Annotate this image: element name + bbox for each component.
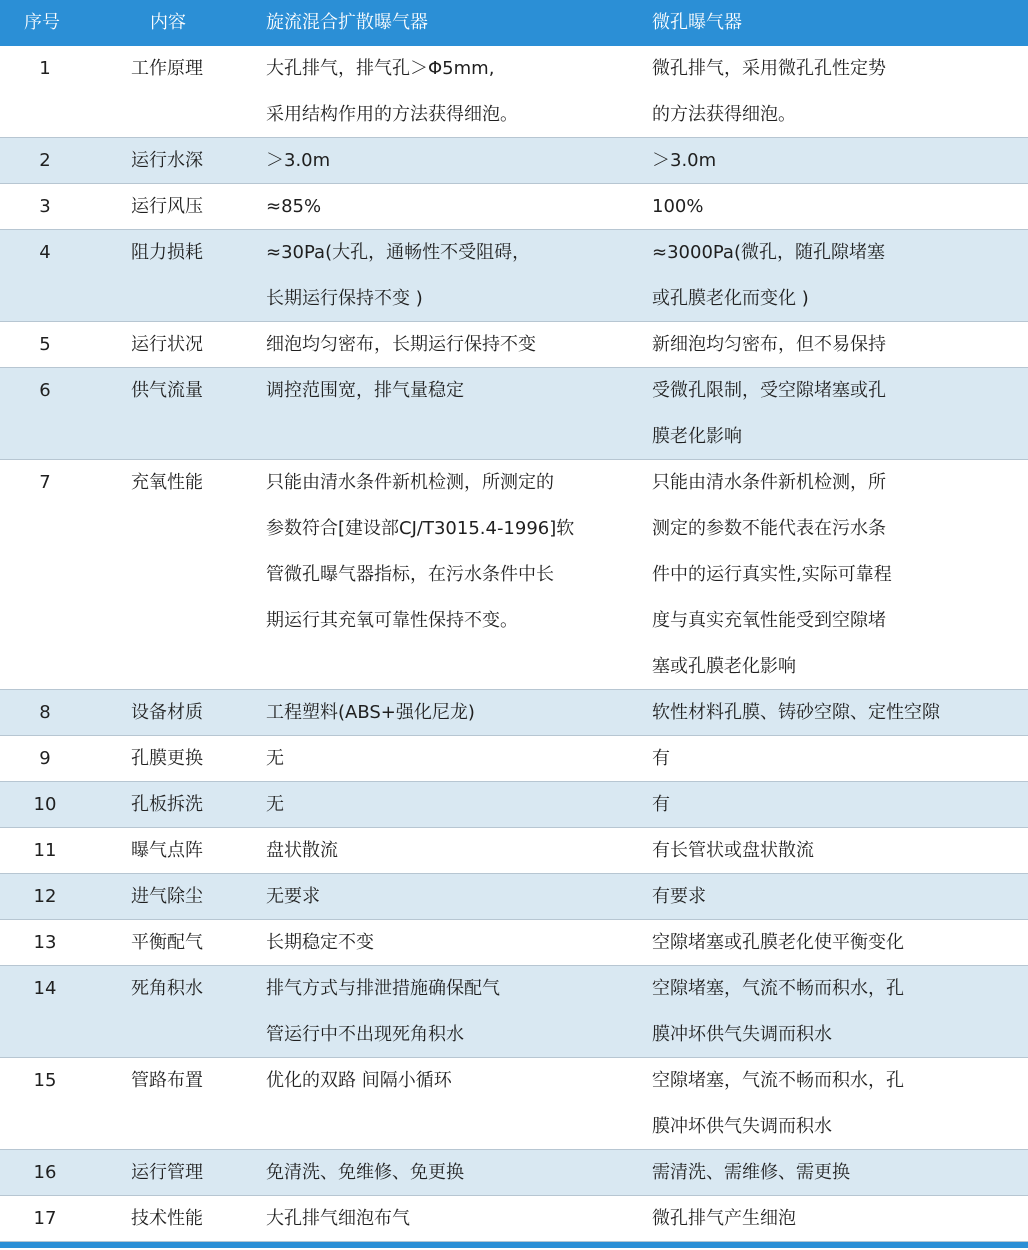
microporous-aerator-cell: [652, 46, 886, 138]
row-item: 进气除尘: [131, 886, 203, 907]
row-item: 平衡配气: [131, 932, 203, 953]
bottom-accent-bar: [0, 1242, 1028, 1248]
row-number: 9: [39, 748, 51, 769]
row-number: 4: [39, 242, 51, 263]
table-row: [0, 322, 1028, 368]
swirl-aerator-cell: [266, 460, 574, 644]
swirl-aerator-cell-line: ＞3.0m: [266, 150, 331, 171]
swirl-aerator-cell-line: ≈30Pa(大孔，通畅性不受阻碍，: [266, 242, 531, 263]
row-item: 曝气点阵: [131, 840, 203, 861]
row-number: 16: [33, 1162, 57, 1183]
microporous-aerator-cell: [652, 322, 886, 368]
header-no: 序号: [24, 12, 60, 33]
row-number: 11: [33, 840, 57, 861]
table-row: [0, 230, 1028, 322]
microporous-aerator-cell: [652, 184, 703, 230]
swirl-aerator-cell-line: 采用结构作用的方法获得细泡。: [266, 104, 518, 125]
table-row: [0, 1150, 1028, 1196]
row-item: 运行状况: [131, 334, 203, 355]
table-row: [0, 460, 1028, 690]
row-number: 2: [39, 150, 51, 171]
table-row: [0, 46, 1028, 138]
table-header: [0, 0, 1028, 46]
swirl-aerator-cell: [266, 966, 500, 1058]
microporous-aerator-cell: [652, 368, 886, 460]
table-row: [0, 184, 1028, 230]
swirl-aerator-cell-line: 免清洗、免维修、免更换: [266, 1162, 464, 1183]
swirl-aerator-cell: [266, 184, 321, 230]
microporous-aerator-cell: [652, 230, 885, 322]
swirl-aerator-cell-line: 大孔排气细泡布气: [266, 1208, 410, 1229]
swirl-aerator-cell-line: 调控范围宽，排气量稳定: [266, 380, 464, 401]
microporous-aerator-cell-line: 软性材料孔膜、铸砂空隙、定性空隙: [652, 702, 940, 723]
swirl-aerator-cell: [266, 1196, 410, 1242]
swirl-aerator-cell-line: 无: [266, 748, 284, 769]
swirl-aerator-cell: [266, 828, 338, 874]
table-row: [0, 966, 1028, 1058]
row-number: 8: [39, 702, 51, 723]
row-item: 设备材质: [131, 702, 203, 723]
microporous-aerator-cell: [652, 460, 892, 690]
swirl-aerator-cell-line: 排气方式与排泄措施确保配气: [266, 978, 500, 999]
microporous-aerator-cell-line: ≈3000Pa(微孔，随孔隙堵塞: [652, 242, 885, 263]
microporous-aerator-cell: [652, 690, 940, 736]
row-item: 运行管理: [131, 1162, 203, 1183]
swirl-aerator-cell-line: 长期运行保持不变 ): [266, 288, 423, 309]
microporous-aerator-cell-line: 受微孔限制，受空隙堵塞或孔: [652, 380, 886, 401]
row-number: 5: [39, 334, 51, 355]
microporous-aerator-cell-line: 100%: [652, 196, 704, 217]
microporous-aerator-cell-line: 塞或孔膜老化影响: [652, 656, 796, 677]
microporous-aerator-cell: [652, 782, 670, 828]
swirl-aerator-cell-line: 优化的双路 间隔小循环: [266, 1070, 452, 1091]
table-row: [0, 1058, 1028, 1150]
microporous-aerator-cell-line: 需清洗、需维修、需更换: [652, 1162, 850, 1183]
table-row: [0, 828, 1028, 874]
table-row: [0, 368, 1028, 460]
microporous-aerator-cell: [652, 874, 706, 920]
swirl-aerator-cell: [266, 1150, 464, 1196]
microporous-aerator-cell-line: 膜老化影响: [652, 426, 742, 447]
swirl-aerator-cell: [266, 736, 284, 782]
microporous-aerator-cell: [652, 1058, 904, 1150]
row-number: 17: [33, 1208, 57, 1229]
microporous-aerator-cell-line: 空隙堵塞，气流不畅而积水，孔: [652, 1070, 904, 1091]
microporous-aerator-cell-line: 测定的参数不能代表在污水条: [652, 518, 886, 539]
microporous-aerator-cell-line: 有长管状或盘状散流: [652, 840, 814, 861]
microporous-aerator-cell: [652, 1196, 796, 1242]
microporous-aerator-cell-line: 空隙堵塞或孔膜老化使平衡变化: [652, 932, 904, 953]
microporous-aerator-cell-line: 有: [652, 748, 670, 769]
microporous-aerator-cell: [652, 828, 814, 874]
microporous-aerator-cell-line: 微孔排气产生细泡: [652, 1208, 796, 1229]
row-item: 工作原理: [131, 58, 203, 79]
row-item: 管路布置: [131, 1070, 203, 1091]
row-number: 3: [39, 196, 51, 217]
swirl-aerator-cell: [266, 230, 530, 322]
microporous-aerator-cell-line: 件中的运行真实性,实际可靠程: [652, 564, 892, 585]
row-number: 10: [33, 794, 57, 815]
microporous-aerator-cell: [652, 138, 716, 184]
table-row: [0, 920, 1028, 966]
swirl-aerator-cell: [266, 138, 330, 184]
swirl-aerator-cell: [266, 920, 374, 966]
table-row: [0, 138, 1028, 184]
swirl-aerator-cell: [266, 368, 464, 414]
row-item: 阻力损耗: [131, 242, 203, 263]
microporous-aerator-cell-line: 膜冲坏供气失调而积水: [652, 1024, 832, 1045]
microporous-aerator-cell-line: 或孔膜老化而变化 ): [652, 288, 809, 309]
swirl-aerator-cell: [266, 690, 475, 736]
microporous-aerator-cell-line: 微孔排气，采用微孔孔性定势: [652, 58, 886, 79]
row-item: 运行风压: [131, 196, 203, 217]
swirl-aerator-cell-line: 大孔排气，排气孔＞Φ5mm,: [266, 58, 495, 79]
row-number: 7: [39, 472, 51, 493]
microporous-aerator-cell: [652, 966, 904, 1058]
header-col-b: 微孔曝气器: [652, 12, 742, 33]
swirl-aerator-cell-line: 管微孔曝气器指标，在污水条件中长: [266, 564, 554, 585]
table-row: [0, 874, 1028, 920]
microporous-aerator-cell-line: ＞3.0m: [652, 150, 717, 171]
row-number: 6: [39, 380, 51, 401]
microporous-aerator-cell-line: 新细泡均匀密布，但不易保持: [652, 334, 886, 355]
microporous-aerator-cell-line: 空隙堵塞，气流不畅而积水，孔: [652, 978, 904, 999]
swirl-aerator-cell-line: 参数符合[建设部CJ/T3015.4-1996]软: [266, 518, 575, 539]
microporous-aerator-cell-line: 度与真实充氧性能受到空隙堵: [652, 610, 886, 631]
swirl-aerator-cell: [266, 874, 320, 920]
microporous-aerator-cell-line: 有: [652, 794, 670, 815]
microporous-aerator-cell: [652, 1150, 850, 1196]
microporous-aerator-cell-line: 的方法获得细泡。: [652, 104, 796, 125]
swirl-aerator-cell: [266, 322, 536, 368]
microporous-aerator-cell-line: 膜冲坏供气失调而积水: [652, 1116, 832, 1137]
row-item: 孔板拆洗: [131, 794, 203, 815]
swirl-aerator-cell-line: 长期稳定不变: [266, 932, 374, 953]
header-col-a: 旋流混合扩散曝气器: [266, 12, 428, 33]
swirl-aerator-cell-line: 盘状散流: [266, 840, 338, 861]
row-item: 运行水深: [131, 150, 203, 171]
swirl-aerator-cell-line: 无要求: [266, 886, 320, 907]
row-number: 14: [33, 978, 57, 999]
row-number: 12: [33, 886, 57, 907]
table-row: [0, 782, 1028, 828]
swirl-aerator-cell: [266, 46, 518, 138]
table-row: [0, 736, 1028, 782]
row-item: 孔膜更换: [131, 748, 203, 769]
microporous-aerator-cell-line: 只能由清水条件新机检测，所: [652, 472, 886, 493]
row-item: 死角积水: [131, 978, 203, 999]
swirl-aerator-cell-line: 工程塑料(ABS+强化尼龙): [266, 702, 475, 723]
microporous-aerator-cell: [652, 920, 904, 966]
swirl-aerator-cell-line: ≈85%: [266, 196, 322, 217]
header-item: 内容: [150, 12, 186, 33]
row-item: 供气流量: [131, 380, 203, 401]
swirl-aerator-cell-line: 期运行其充氧可靠性保持不变。: [266, 610, 518, 631]
row-item: 充氧性能: [131, 472, 203, 493]
row-number: 15: [33, 1070, 57, 1091]
swirl-aerator-cell-line: 无: [266, 794, 284, 815]
swirl-aerator-cell: [266, 1058, 452, 1104]
table-row: [0, 1196, 1028, 1242]
row-item: 技术性能: [131, 1208, 203, 1229]
swirl-aerator-cell-line: 只能由清水条件新机检测，所测定的: [266, 472, 554, 493]
row-number: 13: [33, 932, 57, 953]
microporous-aerator-cell-line: 有要求: [652, 886, 706, 907]
swirl-aerator-cell-line: 管运行中不出现死角积水: [266, 1024, 464, 1045]
swirl-aerator-cell: [266, 782, 284, 828]
swirl-aerator-cell-line: 细泡均匀密布，长期运行保持不变: [266, 334, 536, 355]
microporous-aerator-cell: [652, 736, 670, 782]
row-number: 1: [39, 58, 51, 79]
table-row: [0, 690, 1028, 736]
